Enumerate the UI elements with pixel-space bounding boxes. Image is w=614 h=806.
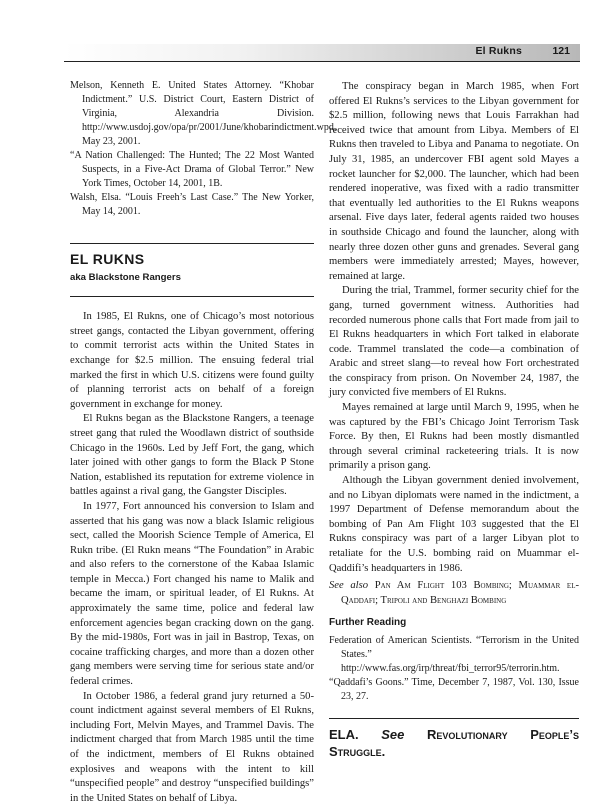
further-reading-heading: Further Reading (329, 617, 407, 629)
next-entry-title: ELA. (329, 726, 359, 742)
body-paragraph: The conspiracy began in March 1985, when Fort offered El Rukns’s services to the Libyan government for $2.5 million, following news that Louis Farrakhan had received twice that amount from Libya. Members of El Rukns then traveled to Libya and Panama to negotiate. On July 31, 1985, an undercover FBI agent sold Mayes a rocket launcher for $2,000. The launcher, which had been rendered inoperative, was fixed with a radio transmitter that eventually led authorities to the El Rukns weapons arsenal. Five days later, federal agents raided two houses in southside Chicago and found the launcher, along with nearly three dozen other guns and grenades. Several gang members were immediately arrested; Mayes, however, remained at large. (329, 81, 579, 282)
entry-aka: aka Blackstone Rangers (70, 271, 181, 283)
body-paragraph: In 1985, El Rukns, one of Chicago’s most notorious street gangs, contacted the Libyan government, offering to commit terrorist acts within the United States in exchange for $2.5 million. The ensuing federal trial marked the first in which U.S. citizens were found guilty of planning terrorist acts on behalf of a foreign government in exchange for money. (70, 311, 314, 410)
entry-divider (70, 296, 314, 297)
body-paragraph: El Rukns began as the Blackstone Rangers, a teenage street gang that ruled the Woodlawn district of southside Chicago in the 1960s. Led by Jeff Fort, the gang, which later joined with other gangs to form the Black P Stone Nation, established its reputation for extreme violence in battles against a rival gang, the Gangster Disciples. (70, 413, 314, 498)
page-number: 121 (552, 45, 570, 57)
entry-divider (329, 718, 579, 719)
see-also (329, 579, 579, 608)
reference-item: Melson, Kenneth E. United States Attorney. “Khobar Indictment.” U.S. District Court, Eastern District of Virginia, Alexandria Division. http://www.usdoj.gov/opa/pr/2001/June/khobarindictment.wpd, May 23, 2001. (70, 80, 337, 147)
entry-title: EL RUKNS (70, 251, 145, 267)
left-column (70, 79, 337, 806)
further-reading-item: Federation of American Scientists. “Terrorism in the United States.” http://www.fas.org/irp/threat/fbi_terror95/terrorin.htm. (329, 634, 579, 674)
next-entry (329, 726, 579, 760)
next-entry-see: See (381, 726, 405, 742)
running-header (64, 44, 580, 62)
body-paragraph: In 1977, Fort announced his conversion to Islam and asserted that his gang was now a black Islamic religious sect, called the Moorish Science Temple of America, El Rukn tribe. (El Rukn means “The Foundation” in Arabic and also refers to the cornerstone of the Kabaa Islamic temple in Mecca.) Fort changed his name to Malik and became the imam, or spiritual leader, of El Rukns. At approximately the same time, police and federal law enforcement agencies began cracking down on the gang. By the mid-1980s, Fort was in jail in Bastrop, Texas, on cocaine trafficking charges, and more than a dozen other gang members were serving time for serious state and/or federal crimes. (70, 500, 314, 688)
body-paragraph: In October 1986, a federal grand jury returned a 50-count indictment against several members of El Rukns, including Fort, Melvin Mayes, and Trammel Davis. The indictment charged that from March 1985 until the time of the indictment, members of El Rukns obtained explosives and weapons with the intent to kill “unspecified people” and destroy “unspecified buildings” in the United States on behalf of Libya. (70, 690, 314, 804)
next-entry-target[interactable]: Revolutionary People’s Struggle. (329, 726, 579, 759)
right-column (329, 80, 579, 760)
body-paragraph: Although the Libyan government denied involvement, and no Libyan diplomats were named in the indictment, a 1997 Department of Defense memorandum about the bombing of Pan Am Flight 103 suggested that the El Rukns conspiracy was part of a larger Libyan plot to retaliate for the U.S. bombing raid on Muammar el-Qaddifi’s headquarters in 1986. (329, 475, 579, 574)
see-also-label: See also (329, 580, 369, 592)
body-paragraph: Mayes remained at large until March 9, 1995, when he was captured by the FBI’s Chicago Joint Terrorism Task Force. By then, El Rukns had been mostly dismantled through several criminal racketeering trials. It is now primarily a prison gang. (329, 402, 579, 472)
reference-item: Walsh, Elsa. “Louis Freeh’s Last Case.” The New Yorker, May 14, 2001. (70, 192, 314, 217)
see-also-links[interactable]: Pan Am Flight 103 Bombing; Muammar el-Qaddafi; Tripoli and Benghazi Bombing (341, 580, 579, 606)
running-header-title: El Rukns (475, 45, 522, 57)
reference-item: “A Nation Challenged: The Hunted; The 22 Most Wanted Suspects, in a Five-Act Drama of Global Terror.” New York Times, October 14, 2001, 1B. (70, 150, 314, 189)
body-paragraph: During the trial, Trammel, former security chief for the gang, turned government witness. Authorities had recorded numerous phone calls that Fort made from jail to El Rukns headquarters in which Fort talked in elaborate code. Trammel translated the code—a combination of Arabic and street slang—to reveal how Fort orchestrated the conspiracy from prison. On November 24, 1987, the jury convicted five members of El Rukns. (329, 285, 579, 399)
further-reading-item: “Qaddafi’s Goons.” Time, December 7, 1987, Vol. 130, Issue 23, 27. (329, 676, 579, 702)
entry-divider (70, 243, 314, 244)
